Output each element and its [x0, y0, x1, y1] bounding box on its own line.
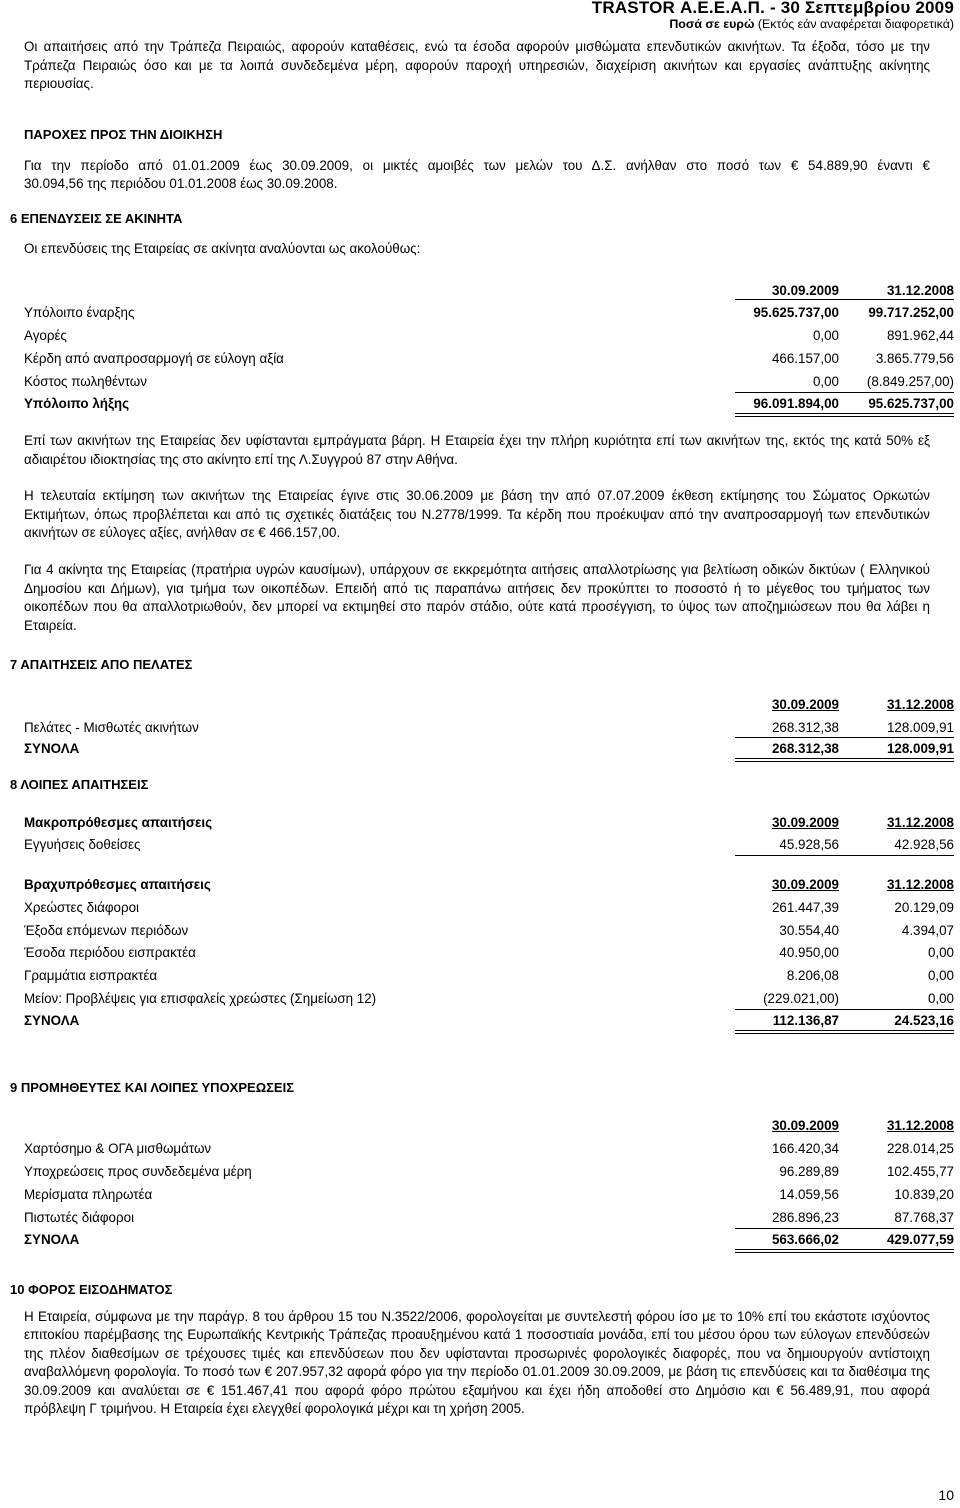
row-value-2009: 96.289,89 — [779, 1164, 839, 1179]
note10-heading: 10 ΦΟΡΟΣ ΕΙΣΟΔΗΜΑΤΟΣ — [10, 1282, 173, 1297]
note8-total-rule — [735, 1030, 954, 1034]
row-value-2009: 40.950,00 — [779, 945, 839, 960]
note6-total-rule — [735, 413, 954, 417]
row-label: Έσοδα περιόδου εισπρακτέα — [24, 945, 196, 960]
table-row — [24, 900, 954, 918]
table-row — [24, 1187, 954, 1205]
row-value-2008: 99.717.252,00 — [868, 305, 954, 320]
row-value-2009: 0,00 — [812, 374, 839, 389]
note6-col2: 31.12.2008 — [886, 283, 954, 298]
table-row — [24, 351, 954, 369]
note7-col2: 31.12.2008 — [886, 697, 954, 712]
short-term-title: Βραχυπρόθεσμες απαιτήσεις — [24, 877, 211, 892]
page-number: 10 — [938, 1487, 954, 1503]
note8-col2: 31.12.2008 — [886, 815, 954, 830]
note9-subtotal-rule — [735, 1228, 954, 1229]
table-row — [24, 328, 954, 346]
row-label: Έξοδα επόμενων περιόδων — [24, 923, 189, 938]
table-row — [24, 1164, 954, 1182]
total-label: ΣΥΝΟΛΑ — [24, 741, 80, 756]
note7-total-rule — [735, 758, 954, 762]
long-term-title: Μακροπρόθεσμες απαιτήσεις — [24, 815, 213, 830]
row-label: Γραμμάτια εισπρακτέα — [24, 968, 158, 983]
table-row — [24, 945, 954, 963]
row-value-2008: 0,00 — [927, 945, 954, 960]
row-value-2008: 0,00 — [927, 991, 954, 1006]
note8-subtotal-rule — [735, 1009, 954, 1010]
note8-col1: 30.09.2009 — [771, 815, 839, 830]
row-value-2008: 128.009,91 — [886, 720, 954, 735]
row-value-2009: 466.157,00 — [771, 351, 839, 366]
note8-col1-short: 30.09.2009 — [771, 877, 839, 892]
note6-paragraph-3: Για 4 ακίνητα της Εταιρείας (πρατήρια υγρών καυσίμων), υπάρχουν σε εκκρεμότητα αιτήσεις απαλλοτρίωσης για βελτίωση οδικών δικτύων ( Ελληνικού Δημοσίου και Δήμων), για τμήμα των οικοπέδων. Επειδή από τις παραπάνω αιτήσεις δεν προκύπτει το ποσοστό ή το μέγεθος του τμήματος των οικοπέδων που θα απαλλοτριωθούν, δεν μπορεί να εκτιμηθεί στο παρόν στάδιο, ούτε κατά προσέγγιση, το ύψος των αποζημιώσεων που θα λάβει η Εταιρεία. — [24, 562, 930, 633]
row-value-2009: 268.312,38 — [771, 720, 839, 735]
total-label: ΣΥΝΟΛΑ — [24, 1232, 80, 1247]
row-value-2008: 20.129,09 — [894, 900, 954, 915]
table-row — [24, 305, 954, 323]
management-line1: Για την περίοδο από 01.01.2009 έως 30.09.2009, οι μικτές αμοιβές των μελών του Δ.Σ. ανήλθαν στο ποσό των € 54.889,90 έναντι € — [24, 158, 930, 173]
row-label: Κόστος πωληθέντων — [24, 374, 147, 389]
note7-column-headers — [24, 697, 954, 715]
note6-paragraph-1: Επί των ακινήτων της Εταιρείας δεν υφίστανται εμπράγματα βάρη. Η Εταιρεία έχει την πλήρη κυριότητα επί των ακινήτων της, εκτός της κατά 50% εξ αδιαιρέτου ιδιοκτησίας της στο ακίνητο επί της Λ.Συγγρού 87 στην Αθήνα. — [24, 433, 930, 467]
row-label: Χαρτόσημο & ΟΓΑ μισθωμάτων — [24, 1141, 212, 1156]
table-total-row — [24, 741, 954, 759]
currency-note-bold: Ποσά σε ευρώ — [669, 17, 755, 31]
note7-col1: 30.09.2009 — [771, 697, 839, 712]
row-value-2008: 0,00 — [927, 968, 954, 983]
note9-col1: 30.09.2009 — [771, 1118, 839, 1133]
table-row — [24, 837, 954, 855]
note8-long-header — [24, 815, 954, 833]
table-row — [24, 720, 954, 738]
row-value-2008: 42.928,56 — [894, 837, 954, 852]
management-heading: ΠΑΡΟΧΕΣ ΠΡΟΣ ΤΗΝ ΔΙΟΙΚΗΣΗ — [24, 127, 223, 142]
row-label: Υποχρεώσεις προς συνδεδεμένα μέρη — [24, 1164, 252, 1179]
row-value-2008: 891.962,44 — [886, 328, 954, 343]
note7-heading: 7 ΑΠΑΙΤΗΣΕΙΣ ΑΠΟ ΠΕΛΑΤΕΣ — [10, 657, 193, 672]
total-value-2009: 112.136,87 — [772, 1013, 839, 1028]
row-value-2008: 102.455,77 — [886, 1164, 954, 1179]
note6-heading: 6 ΕΠΕΝΔΥΣΕΙΣ ΣΕ ΑΚΙΝΗΤΑ — [10, 211, 183, 226]
row-value-2008: 3.865.779,56 — [875, 351, 954, 366]
note7-subtotal-rule — [735, 737, 954, 738]
note9-heading: 9 ΠΡΟΜΗΘΕΥΤΕΣ ΚΑΙ ΛΟΙΠΕΣ ΥΠΟΧΡΕΩΣΕΙΣ — [10, 1080, 295, 1095]
note6-subtotal-rule — [735, 392, 954, 393]
row-label: Πιστωτές διάφοροι — [24, 1210, 135, 1225]
row-value-2009: 14.059,56 — [779, 1187, 839, 1202]
management-line2: 30.094,56 της περιόδου 01.01.2008 έως 30.09.2008. — [24, 176, 338, 191]
table-row — [24, 991, 954, 1009]
row-value-2009: 0,00 — [812, 328, 839, 343]
intro-paragraph: Οι απαιτήσεις από την Τράπεζα Πειραιώς, αφορούν καταθέσεις, ενώ τα έσοδα αφορούν μισθώματα επενδυτικών ακινήτων. Τα έξοδα, τόσο με την Τράπεζα Πειραιώς όσο και με τα λοιπά συνδεδεμένα μέρη, αφορούν παροχή υπηρεσιών, διαχείριση ακινήτων και εργασίες ανάπτυξης ακίνητης περιουσίας. — [24, 39, 930, 92]
note10-paragraph: Η Εταιρεία, σύμφωνα με την παράγρ. 8 του άρθρου 15 του Ν.3522/2006, φορολογείται με συντελεστή φόρου ίσο με το 10% επί του εκάστοτε ισχύοντος επιτοκίου παρέμβασης της Ευρωπαϊκής Κεντρικής Τράπεζας προαυξημένου κατά 1 ποσοστιαία μονάδα, επί του μέσου όρου των εύλογων επενδύσεών της πλέον διαθεσίμων σε τρέχουσες τιμές και επενδύσεων που δεν υφίστανται προσωρινές φορολογικές διαφορές, που να δημιουργούν αντίστοιχη αναβαλλόμενη φορολογία. Το ποσό των € 207.957,32 αφορά φόρο για την περίοδο 01.01.2009 30.09.2009, με βάση τις επενδύσεις και τα διαθέσιμα της 30.09.2009 και αναλύεται σε € 151.467,41 που αφορά φόρο πρώτου εξαμήνου και έχει ήδη αποδοθεί στο Δημόσιο και € 56.489,91, που αφορά πρόβλεψη Γ τριμήνου. Η Εταιρεία έχει ελεγχθεί φορολογικά μέχρι και τη χρήση 2005. — [24, 1309, 930, 1417]
row-value-2009: (229.021,00) — [763, 991, 839, 1006]
table-total-row — [24, 396, 954, 414]
row-label: Μερίσματα πληρωτέα — [24, 1187, 153, 1202]
row-label: Πελάτες - Μισθωτές ακινήτων — [24, 720, 199, 735]
row-value-2009: 286.896,23 — [771, 1210, 839, 1225]
total-label: ΣΥΝΟΛΑ — [24, 1013, 80, 1028]
note6-header-rule — [735, 299, 954, 300]
row-value-2009: 261.447,39 — [771, 900, 839, 915]
row-value-2009: 166.420,34 — [771, 1141, 839, 1156]
table-row — [24, 1141, 954, 1159]
row-value-2008: 228.014,25 — [886, 1141, 954, 1156]
total-value-2009: 96.091.894,00 — [753, 396, 839, 411]
row-value-2009: 30.554,40 — [779, 923, 839, 938]
note9-column-headers — [24, 1118, 954, 1136]
currency-note-rest: (Εκτός εάν αναφέρεται διαφορετικά) — [754, 17, 954, 31]
row-value-2009: 95.625.737,00 — [753, 305, 839, 320]
row-value-2009: 45.928,56 — [779, 837, 839, 852]
row-value-2008: (8.849.257,00) — [866, 374, 954, 389]
note8-long-rule — [735, 855, 954, 856]
total-value-2009: 563.666,02 — [771, 1232, 839, 1247]
note6-intro: Οι επενδύσεις της Εταιρείας σε ακίνητα αναλύονται ως ακολούθως: — [24, 241, 421, 256]
note6-col1: 30.09.2009 — [771, 283, 839, 298]
note9-total-rule — [735, 1249, 954, 1253]
total-value-2008: 24.523,16 — [894, 1013, 954, 1028]
total-value-2009: 268.312,38 — [771, 741, 839, 756]
table-total-row — [24, 1013, 954, 1031]
total-value-2008: 429.077,59 — [886, 1232, 954, 1247]
row-label: Αγορές — [24, 328, 67, 343]
row-label: Υπόλοιπο έναρξης — [24, 305, 135, 320]
table-row — [24, 1210, 954, 1228]
document-title: TRASTOR Α.Ε.Ε.Α.Π. - 30 Σεπτεμβρίου 2009 — [591, 0, 954, 17]
note6-paragraph-2: Η τελευταία εκτίμηση των ακινήτων της Εταιρείας έγινε στις 30.06.2009 με βάση την από 07.07.2009 έκθεση εκτίμησης του Σώματος Ορκωτών Εκτιμήτων, όπως προβλέπεται και από τις σχετικές διατάξεις του Ν.2778/1999. Τα κέρδη που προέκυψαν από την αναπροσαρμογή των επενδυτικών ακινήτων σε εύλογες αξίες, ανήλθαν σε € 466.157,00. — [24, 488, 930, 541]
note8-short-header — [24, 877, 954, 895]
note8-col2-short: 31.12.2008 — [886, 877, 954, 892]
row-label: Μείον: Προβλέψεις για επισφαλείς χρεώστες (Σημείωση 12) — [24, 991, 377, 1006]
row-label: Εγγυήσεις δοθείσες — [24, 837, 141, 852]
total-label: Υπόλοιπο λήξης — [24, 396, 130, 411]
note8-heading: 8 ΛΟΙΠΕΣ ΑΠΑΙΤΗΣΕΙΣ — [10, 777, 149, 792]
row-value-2008: 4.394,07 — [901, 923, 954, 938]
table-row — [24, 968, 954, 986]
row-value-2009: 8.206,08 — [786, 968, 839, 983]
row-label: Κέρδη από αναπροσαρμογή σε εύλογη αξία — [24, 351, 284, 366]
table-row — [24, 923, 954, 941]
currency-note — [669, 17, 954, 31]
total-value-2008: 128.009,91 — [886, 741, 954, 756]
row-label: Χρεώστες διάφοροι — [24, 900, 140, 915]
row-value-2008: 87.768,37 — [894, 1210, 954, 1225]
note9-col2: 31.12.2008 — [886, 1118, 954, 1133]
table-total-row — [24, 1232, 954, 1250]
row-value-2008: 10.839,20 — [894, 1187, 954, 1202]
table-row — [24, 374, 954, 392]
total-value-2008: 95.625.737,00 — [868, 396, 954, 411]
